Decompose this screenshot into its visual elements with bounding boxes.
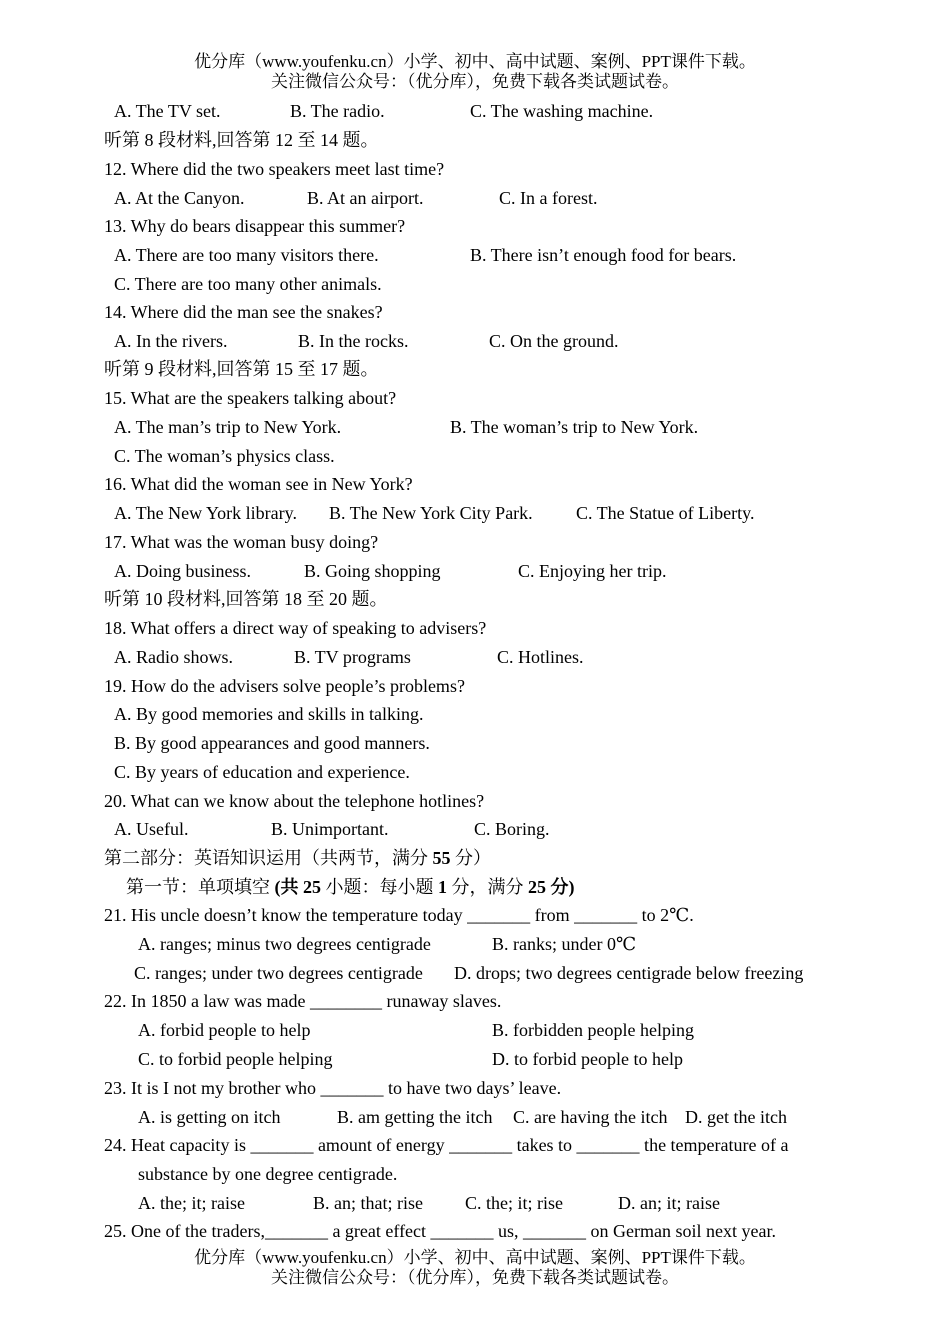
option-c: C. Boring. [474,819,550,839]
question-21-stem: 21. His uncle doesn’t know the temperature today _______ from _______ to 2℃. [104,905,694,925]
section-heading-8: 听第 8 段材料,回答第 12 至 14 题。 [104,130,379,150]
section-heading-10: 听第 10 段材料,回答第 18 至 20 题。 [104,589,388,609]
option-c: C. The washing machine. [470,101,654,121]
question-12-stem: 12. Where did the two speakers meet last time? [104,159,445,179]
option-a: A. The New York library. [114,503,297,523]
option-c: C. Hotlines. [497,647,584,667]
option-b: B. Going shopping [304,561,441,581]
option-b: B. TV programs [294,647,411,667]
option-b: B. The woman’s trip to New York. [450,417,699,437]
option-d: D. get the itch [685,1107,787,1127]
option-a: A. There are too many visitors there. [114,245,379,265]
question-15-option-c: C. The woman’s physics class. [114,446,335,466]
part-2-heading [104,847,491,869]
section-1-heading [126,876,575,898]
section-1-close: 分) [550,877,575,897]
option-b: B. In the rocks. [298,331,409,351]
page-header-line-1: 优分库（www.youfenku.cn）小学、初中、高中试题、案例、PPT课件下载。 [194,52,756,71]
page-footer-line-2: 关注微信公众号：（优分库），免费下载各类试题试卷。 [271,1268,679,1287]
section-1-count: 25 [303,877,321,897]
option-a: A. is getting on itch [138,1107,281,1127]
question-24-stem: 24. Heat capacity is _______ amount of energy _______ takes to _______ the temperature of a [104,1135,789,1155]
option-b: B. forbidden people helping [492,1020,694,1040]
option-c: C. the; it; rise [465,1193,563,1213]
option-c: C. are having the itch [513,1107,668,1127]
option-b: B. At an airport. [307,188,424,208]
option-a: A. the; it; raise [138,1193,245,1213]
option-a: A. In the rivers. [114,331,228,351]
question-15-stem: 15. What are the speakers talking about? [104,388,397,408]
question-23-stem: 23. It is I not my brother who _______ to have two days’ leave. [104,1078,562,1098]
page-header-line-2: 关注微信公众号：（优分库），免费下载各类试题试卷。 [271,72,679,91]
question-19-stem: 19. How do the advisers solve people’s problems? [104,676,465,696]
option-b: B. The New York City Park. [329,503,533,523]
option-a: A. The TV set. [114,101,221,121]
option-c: C. In a forest. [499,188,598,208]
option-d: D. to forbid people to help [492,1049,683,1069]
option-b: B. There isn’t enough food for bears. [470,245,737,265]
option-b: B. Unimportant. [271,819,389,839]
option-d: D. drops; two degrees centigrade below freezing [454,963,804,983]
option-c: C. to forbid people helping [138,1049,333,1069]
question-14-stem: 14. Where did the man see the snakes? [104,302,383,322]
option-c: C. ranges; under two degrees centigrade [134,963,423,983]
question-19-option-a: A. By good memories and skills in talking. [114,704,424,724]
part-2-heading-end: 分） [455,848,491,868]
page-footer-line-1: 优分库（www.youfenku.cn）小学、初中、高中试题、案例、PPT课件下载。 [194,1248,756,1267]
option-d: D. an; it; raise [618,1193,720,1213]
question-13-option-c: C. There are too many other animals. [114,274,382,294]
part-2-heading-text: 第二部分：英语知识运用（共两节，满分 [104,848,428,868]
question-20-stem: 20. What can we know about the telephone hotlines? [104,791,485,811]
question-17-stem: 17. What was the woman busy doing? [104,532,379,552]
question-16-stem: 16. What did the woman see in New York? [104,474,413,494]
option-a: A. At the Canyon. [114,188,245,208]
option-b: B. am getting the itch [337,1107,493,1127]
option-c: C. On the ground. [489,331,619,351]
option-a: A. Radio shows. [114,647,234,667]
question-19-option-c: C. By years of education and experience. [114,762,410,782]
option-a: A. forbid people to help [138,1020,311,1040]
question-22-stem: 22. In 1850 a law was made ________ runaway slaves. [104,991,502,1011]
section-1-title: 第一节：单项填空 [126,877,270,897]
part-2-score: 55 [432,848,451,868]
section-1-each: 1 [438,877,447,897]
section-1-text-a: 小题：每小题 [325,877,434,897]
section-1-open: (共 [274,877,299,897]
option-c: C. Enjoying her trip. [518,561,667,581]
section-heading-9: 听第 9 段材料,回答第 15 至 17 题。 [104,359,379,379]
option-a: A. ranges; minus two degrees centigrade [138,934,431,954]
option-a: A. The man’s trip to New York. [114,417,342,437]
option-c: C. The Statue of Liberty. [576,503,755,523]
option-a: A. Useful. [114,819,189,839]
option-a: A. Doing business. [114,561,252,581]
question-24-stem-continued: substance by one degree centigrade. [138,1164,398,1184]
question-13-stem: 13. Why do bears disappear this summer? [104,216,406,236]
question-19-option-b: B. By good appearances and good manners. [114,733,430,753]
section-1-total: 25 [528,877,546,897]
section-1-text-b: 分，满分 [451,877,524,897]
option-b: B. ranks; under 0℃ [492,934,637,954]
question-25-stem: 25. One of the traders,_______ a great effect _______ us, _______ on German soil next year. [104,1221,776,1241]
option-b: B. The radio. [290,101,385,121]
option-b: B. an; that; rise [313,1193,423,1213]
question-18-stem: 18. What offers a direct way of speaking to advisers? [104,618,487,638]
